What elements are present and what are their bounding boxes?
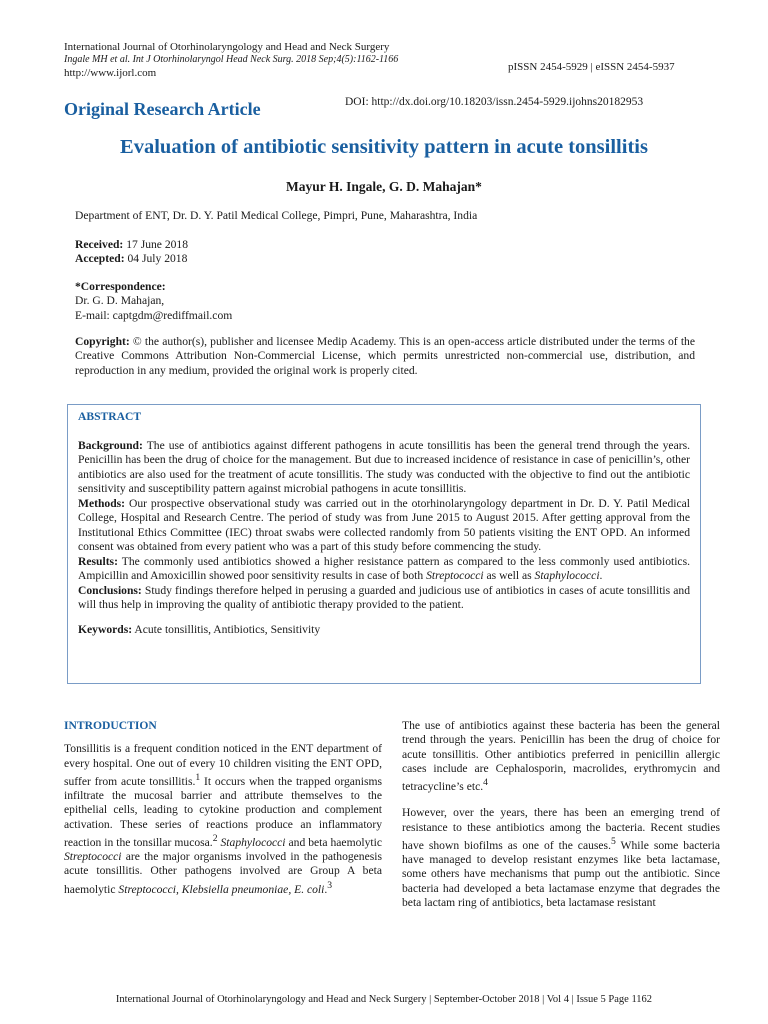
intro-text-a: Tonsillitis is a frequent condition noticed in the ENT department of every hospital. One out of every 10 children visiting the ENT OPD, suffer from acute tonsillitis. <box>64 742 382 788</box>
paper-title: Evaluation of antibiotic sensitivity pattern in acute tonsillitis <box>120 136 648 158</box>
abstract-results <box>78 555 690 584</box>
citation-line: Ingale MH et al. Int J Otorhinolaryngol Head Neck Surg. 2018 Sep;4(5):1162-1166 <box>64 54 399 65</box>
intro-text-b: It occurs when the trapped organisms infiltrate the mucosal barrier and attribute themselves to the epithelial cells, leading to cytokine production and complement activation. These series of reactions produce an inflammatory reaction in the tonsillar mucosa. <box>64 774 382 849</box>
authors: Mayur H. Ingale, G. D. Mahajan* <box>286 179 482 194</box>
keywords-label: Keywords: <box>78 622 133 636</box>
journal-url[interactable]: http://www.ijorl.com <box>64 67 157 79</box>
correspondence-label: *Correspondence: <box>75 280 166 293</box>
ref-3[interactable]: 3 <box>327 879 333 891</box>
doi-link[interactable]: DOI: http://dx.doi.org/10.18203/issn.2454-5929.ijohns20182953 <box>345 96 644 108</box>
correspondence-block <box>75 280 695 323</box>
received-label: Received: <box>75 238 124 251</box>
issn-line: pISSN 2454-5929 | eISSN 2454-5937 <box>508 61 675 73</box>
intro-strep: Streptococci <box>64 850 122 864</box>
abstract-background <box>78 439 690 497</box>
correspondence-email[interactable]: E-mail: captgdm@rediffmail.com <box>75 308 233 322</box>
ref-1[interactable]: 1 <box>195 771 201 783</box>
intro-text-d: are the major organisms involved in the pathogenesis acute tonsillitis. Other pathogens involved are Group A beta haemolytic <box>64 850 382 896</box>
conclusions-label: Conclusions: <box>78 583 142 597</box>
abstract-conclusions <box>78 584 690 613</box>
methods-label: Methods: <box>78 496 126 510</box>
dates-block <box>75 238 695 267</box>
right-text-2a: However, over the years, there has been an emerging trend of resistance to these antibiotics among the bacteria. Recent studies have shown biofilms as one of the causes. <box>402 806 720 852</box>
abstract-heading: ABSTRACT <box>78 410 142 423</box>
introduction-paragraph <box>64 742 382 897</box>
ref-5[interactable]: 5 <box>610 835 616 847</box>
page-footer: International Journal of Otorhinolaryngology and Head and Neck Surgery | September-October 2018 | Vol 4 | Issue 5 Page 1162 <box>115 994 653 1005</box>
abstract-methods <box>78 497 690 555</box>
introduction-heading: INTRODUCTION <box>64 719 157 732</box>
accepted-label: Accepted: <box>75 252 125 266</box>
ref-2[interactable]: 2 <box>212 832 218 844</box>
received-date: 17 June 2018 <box>123 238 189 251</box>
intro-staph: Staphylococci <box>220 835 286 849</box>
results-text-b: as well as <box>483 569 535 582</box>
right-text-2b: While some bacteria have managed to develop resistant enzymes like beta lactamase, some others have mechanisms that pump out the antibiotic. Since bacteria had developed a beta lactamase enzyme that degrades the beta lactam ring of antibiotics, beta lactamase resistant <box>402 838 720 909</box>
abstract-box <box>67 404 701 684</box>
methods-text: Our prospective observational study was carried out in the otorhinolaryngology department in Dr. D. Y. Patil Medical College, Hospital and Research Centre. The period of study was from June 2015 to August 2015. After getting approval from the Institutional Ethics Committee (IEC) throat swabs were collected randomly from 50 patients visiting the ENT OPD. An informed consent was obtained from every patient who was a part of this study before commencing the study. <box>78 496 690 553</box>
background-text: The use of antibiotics against different pathogens in acute tonsillitis has been the general trend through the years. Penicillin has been the drug of choice for the management. But due to increased incidence of resistance in case of penicillin’s, other antibiotics are also used for the treatment of acute tonsillitis. The study was conducted with the objective to find out the antibiotic sensitivity and susceptibility pattern against microbial pathogens in acute tonsillitis. <box>78 438 690 495</box>
results-staph: Staphylococci <box>534 569 600 582</box>
keywords <box>78 623 690 638</box>
right-paragraph-1 <box>402 719 720 794</box>
ref-4[interactable]: 4 <box>483 777 488 789</box>
results-text-a: The commonly used antibiotics showed a higher resistance pattern as compared to the less commonly used antibiotics. Ampicillin and Amoxicillin showed poor sensitivity results in case of both <box>78 554 690 582</box>
right-text-1: The use of antibiotics against these bacteria has been the general trend through the years. Penicillin has been the drug of choice for acute tonsillitis. Other antibiotics preferred in penicillin allergic cases include are Cephalosporin, macrolides, erythromycin and tetracycline’s etc. <box>402 719 720 794</box>
accepted-date: 04 July 2018 <box>124 252 188 266</box>
keywords-text: Acute tonsillitis, Antibiotics, Sensitivity <box>132 622 321 636</box>
copyright-notice <box>75 335 695 378</box>
results-text-c: . <box>599 569 603 582</box>
copyright-label: Copyright: <box>75 335 130 348</box>
right-paragraph-2 <box>402 806 720 910</box>
copyright-text: © the author(s), publisher and licensee Medip Academy. This is an open-access article distributed under the terms of the Creative Commons Attribution Non-Commercial License, which permits unrestricted non-commercial use, distribution, and reproduction in any medium, provided the original work is properly cited. <box>75 335 695 377</box>
intro-text-e: . <box>324 882 328 896</box>
background-label: Background: <box>78 438 143 452</box>
journal-name: International Journal of Otorhinolaryngology and Head and Neck Surgery <box>64 41 390 53</box>
intro-text-c: and beta haemolytic <box>285 835 382 849</box>
intro-pathogens: Streptococci, Klebsiella pneumoniae, E. coli <box>118 882 325 896</box>
left-column <box>64 719 382 909</box>
results-strep: Streptococci <box>426 569 484 582</box>
conclusions-text: Study findings therefore helped in perusing a guarded and judicious use of antibiotics in cases of acute tonsillitis and will thus help in improving the quality of antibiotic therapy provided to the patient. <box>78 583 690 611</box>
correspondence-name: Dr. G. D. Mahajan, <box>75 294 165 308</box>
article-type: Original Research Article <box>64 99 261 119</box>
affiliation: Department of ENT, Dr. D. Y. Patil Medical College, Pimpri, Pune, Maharashtra, India <box>75 209 478 222</box>
received-line <box>75 238 695 252</box>
results-label: Results: <box>78 554 118 568</box>
accepted-line <box>75 252 695 266</box>
right-column <box>402 719 720 922</box>
